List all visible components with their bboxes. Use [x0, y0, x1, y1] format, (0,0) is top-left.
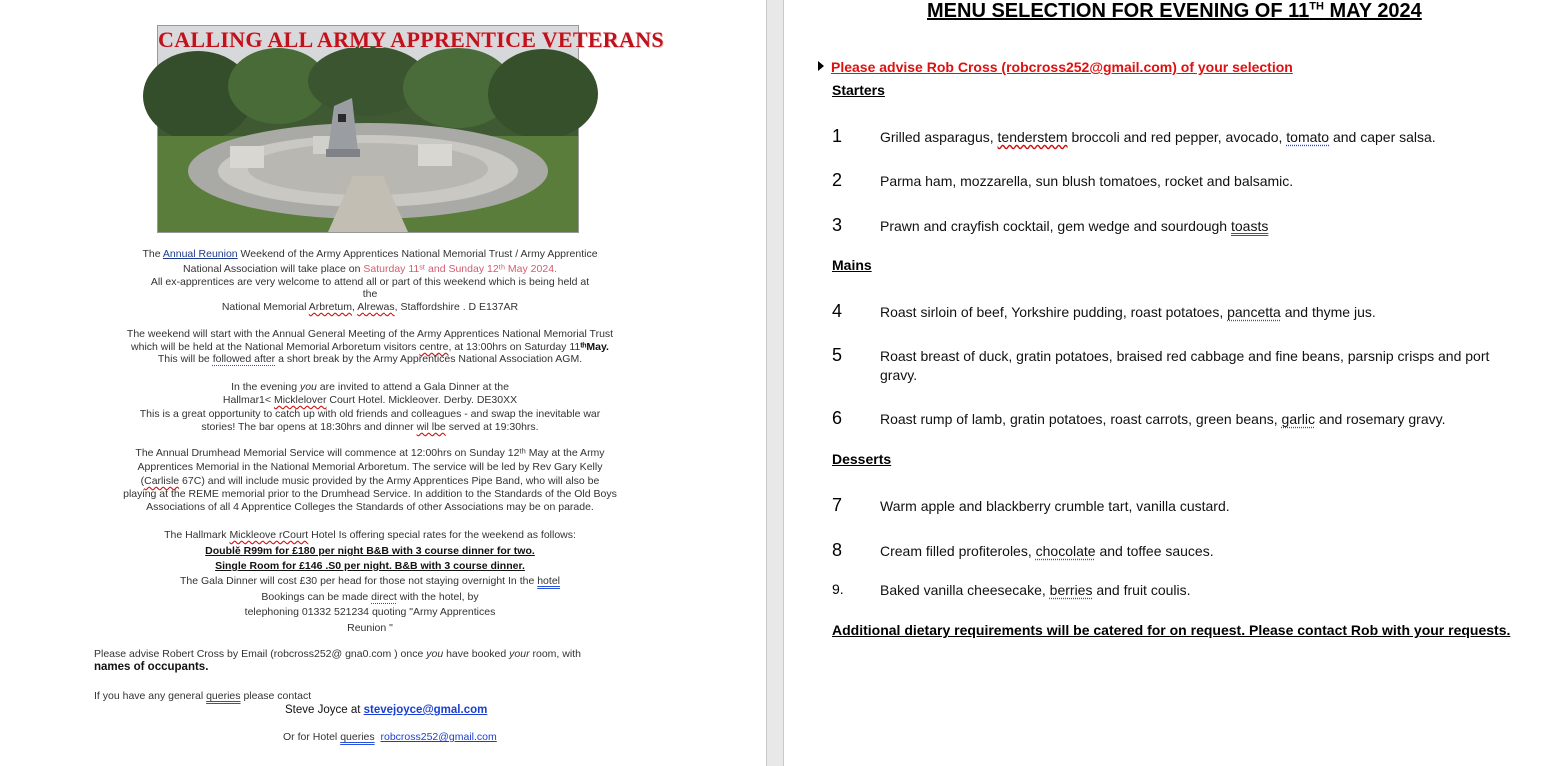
letter-line: the [362, 288, 378, 300]
item-number: 9. [832, 581, 844, 597]
text: , [351, 301, 358, 313]
text: queries [206, 690, 241, 702]
item-number: 7 [832, 495, 843, 515]
text: Court Hotel. Mickleover. Derby. DE30XX [326, 394, 518, 406]
letter-line [90, 301, 650, 314]
misspelled-word: Arbretum [308, 301, 352, 313]
text: In the evening [231, 381, 300, 393]
text: Cream filled profiteroles, [880, 543, 1036, 559]
text: The Hallmark [164, 529, 230, 541]
item-number: 1 [832, 126, 843, 146]
text: National Association will take place on [183, 263, 364, 275]
text: Hallmar1< [222, 394, 274, 406]
letter-line: playing at the REME memorial prior to the Drumhead Service. In addition to the Standards of the Old Boys [123, 488, 617, 500]
text: ( [140, 475, 145, 487]
letter-line [283, 731, 497, 744]
text: please contact [240, 690, 312, 702]
text: The [142, 248, 163, 260]
text: stories! The bar opens at 18:30hrs and dinner [201, 421, 417, 433]
text: The Gala Dinner will cost £30 per head for those not staying overnight In the [180, 575, 538, 587]
text: Weekend of the Army Apprentices National Memorial Trust / Army Apprentice [237, 248, 598, 260]
text: have booked [443, 648, 510, 660]
letter-line [90, 475, 650, 488]
item-number: 2 [832, 170, 843, 190]
text: TH [1309, 0, 1324, 13]
item-number: 3 [832, 215, 843, 235]
text: hotel [537, 575, 560, 587]
advise-text: Please advise Rob Cross (robcross252@gmail.com) of your selection [831, 59, 1293, 75]
letter-line: Apprentices Memorial in the National Memorial Arboretum. The service will be led by Rev Gary Kelly [137, 461, 603, 473]
text: This will be [157, 353, 213, 365]
misspelled-word: Micklelover [273, 394, 327, 406]
text: National Memorial [221, 301, 309, 313]
starters-heading: Starters [832, 82, 885, 98]
text: Steve Joyce at [285, 704, 364, 716]
grammar-flagged-words: followed after [212, 353, 276, 365]
text: garlic [1281, 411, 1316, 427]
text: and caper salsa. [1329, 129, 1436, 145]
letter-line [94, 690, 311, 703]
letter-line: names of occupants. [94, 661, 209, 673]
menu-item [880, 303, 1520, 322]
text: which will be held at the National Memorial Arboretum visitors [131, 341, 420, 353]
letter-line: telephoning 01332 521234 quoting "Army Apprentices [244, 606, 496, 618]
text: Grilled asparagus, [880, 129, 998, 145]
advise-line [818, 59, 1293, 75]
letter-line: This is a great opportunity to catch up with old friends and colleagues - and swap the inevitable war [139, 408, 601, 420]
text: berries [1049, 582, 1093, 598]
annual-reunion-link[interactable]: Annual Reunion [162, 248, 238, 260]
letter-line: Reunion " [347, 622, 393, 634]
rob-cross-email-link[interactable]: robcross252@gmail.com [380, 731, 497, 743]
misspelled-word: centre [419, 341, 449, 353]
left-page [0, 0, 766, 766]
item-number: 6 [832, 408, 843, 428]
letter-line [285, 704, 487, 717]
letter-line [90, 353, 650, 366]
single-room-rate: Single Room for £146 .S0 per night. B&B with 3 course dinner. [215, 560, 525, 572]
item-number: 8 [832, 540, 843, 560]
text: Bookings can be made [261, 591, 372, 603]
dietary-requirements-note: Additional dietary requirements will be catered for on request. Please contact Rob with your requests. [832, 622, 1511, 638]
letter-line [90, 421, 650, 434]
text: toasts [1230, 218, 1269, 234]
collapse-arrow-icon[interactable] [818, 61, 824, 71]
reunion-poster-image [157, 25, 664, 233]
letter-line [90, 529, 650, 542]
text: broccoli and red pepper, avocado, [1067, 129, 1287, 145]
menu-item [880, 410, 1520, 429]
event-dates: Saturday 11ˢᵗ and Sunday 12ᵗʰ May 2024. [363, 263, 557, 275]
text: , at 13:00hrs on Saturday 11 [448, 341, 581, 353]
letter-line [94, 648, 581, 661]
misspelled-word: Alrewas [357, 301, 395, 313]
menu-title [927, 0, 1422, 23]
text: you [299, 381, 317, 393]
text: and toffee sauces. [1095, 543, 1214, 559]
text: queries [340, 731, 375, 743]
text: tomato [1286, 129, 1330, 145]
text: Roast sirloin of beef, Yorkshire pudding, roast potatoes, [880, 304, 1228, 320]
text: served at 19:30hrs. [445, 421, 539, 433]
text: Please advise Robert Cross by Email (robcross252@ gna0.com ) once [94, 648, 427, 660]
text: chocolate [1035, 543, 1096, 559]
mains-heading: Mains [832, 257, 872, 273]
text: pancetta [1227, 304, 1281, 320]
text: MENU SELECTION FOR EVENING OF 11 [927, 0, 1310, 22]
letter-line [90, 591, 650, 604]
item-number: 5 [832, 345, 843, 365]
letter-line [90, 575, 650, 588]
letter-line: The weekend will start with the Annual General Meeting of the Army Apprentices National Memorial Trust [126, 328, 614, 340]
text: room, with [529, 648, 581, 660]
misspelled-word: Mickleove rCourt [229, 529, 309, 541]
letter-line [90, 263, 650, 276]
text: Hotel Is offering special rates for the weekend as follows: [308, 529, 576, 541]
text: are invited to attend a Gala Dinner at the [316, 381, 509, 393]
menu-item [880, 542, 1520, 561]
text: your [509, 648, 530, 660]
poster-title: CALLING ALL ARMY APPRENTICE VETERANS [158, 27, 664, 52]
text: tenderstem [997, 129, 1068, 145]
text: you [426, 648, 444, 660]
text: Baked vanilla cheesecake, [880, 582, 1050, 598]
text: , Staffordshire . D E137AR [394, 301, 519, 313]
letter-line [90, 248, 650, 261]
text: MAY 2024 [1323, 0, 1422, 22]
text: Prawn and crayfish cocktail, gem wedge and sourdough [880, 218, 1231, 234]
misspelled-word: Carlisle [144, 475, 180, 487]
double-room-rate: Doublĕ R99m for £180 per night B&B with 3 course dinner for two. [205, 545, 535, 557]
menu-item: Parma ham, mozzarella, sun blush tomatoes, rocket and balsamic. [880, 173, 1294, 189]
letter-line [90, 394, 650, 407]
menu-item [880, 581, 1520, 600]
text: with the hotel, by [396, 591, 479, 603]
text: ᵗʰMay. [580, 341, 609, 353]
memorial-photo [158, 26, 664, 232]
menu-item [880, 217, 1520, 236]
letter-line: All ex-apprentices are very welcome to attend all or part of this weekend which is being held at [150, 276, 590, 288]
misspelled-word: wil lbe [416, 421, 446, 433]
text: direct [371, 591, 397, 603]
menu-item: Roast breast of duck, gratin potatoes, braised red cabbage and fine beans, parsnip crisps and port gravy. [880, 348, 1490, 383]
text: and fruit coulis. [1092, 582, 1191, 598]
menu-item: Warm apple and blackberry crumble tart, vanilla custard. [880, 498, 1230, 514]
text: and thyme jus. [1280, 304, 1376, 320]
page-gutter [766, 0, 784, 766]
desserts-heading: Desserts [832, 451, 892, 467]
letter-line [90, 381, 650, 394]
letter-line: Associations of all 4 Apprentice Colleges the Standards of other Associations may be on parade. [146, 501, 594, 513]
text: and rosemary gravy. [1315, 411, 1446, 427]
text: Or for Hotel [283, 731, 341, 743]
text: a short break by the Army Apprentices National Association AGM. [275, 353, 583, 365]
text: If you have any general [94, 690, 207, 702]
text: 67C) and will include music provided by the Army Apprentices Pipe Band, who will also be [179, 475, 600, 487]
item-number: 4 [832, 301, 843, 321]
menu-item [880, 128, 1520, 147]
letter-line: The Annual Drumhead Memorial Service will commence at 12:00hrs on Sunday 12ᵗʰ May at the Army [135, 447, 605, 459]
steve-joyce-email-link[interactable]: stevejoyce@gmal.com [363, 704, 488, 716]
text: Roast rump of lamb, gratin potatoes, roast carrots, green beans, [880, 411, 1282, 427]
